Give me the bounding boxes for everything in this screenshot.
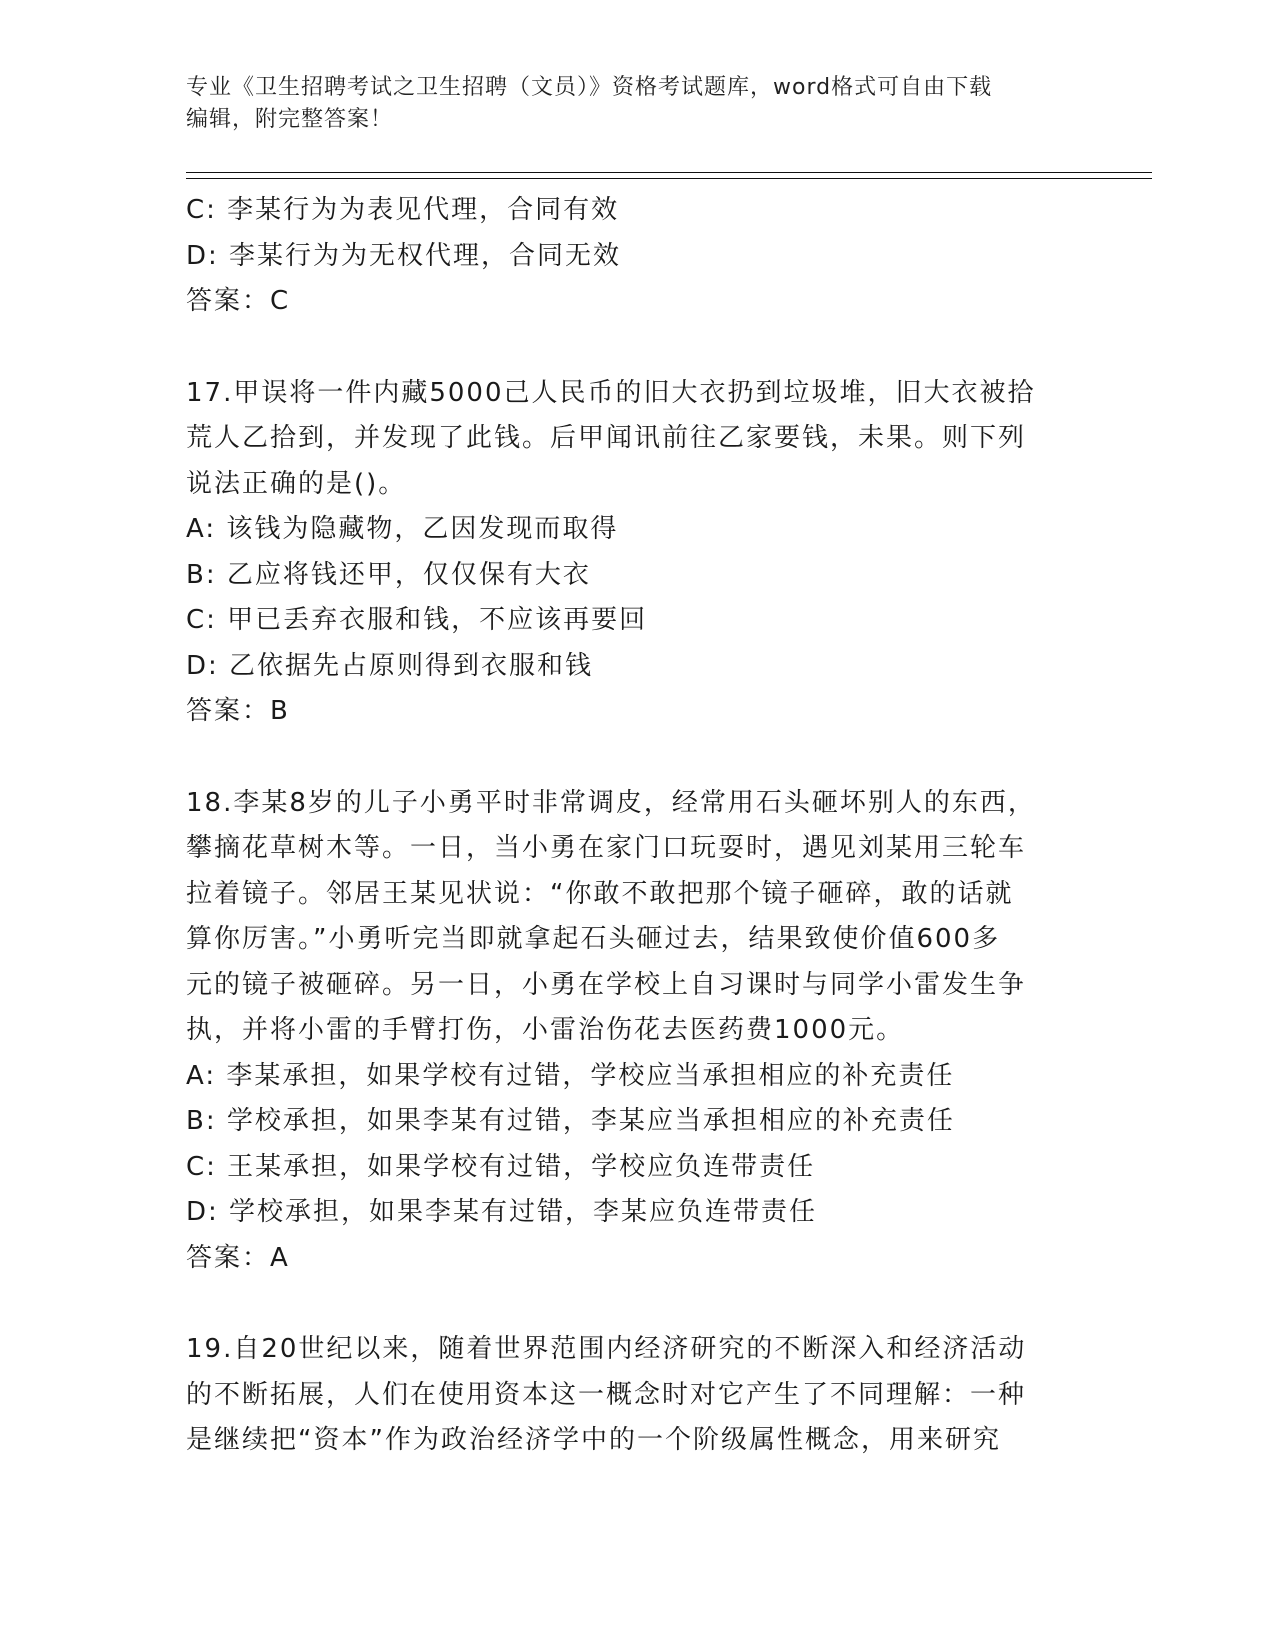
question-18 bbox=[186, 781, 1086, 1282]
question-18-option-b: B: 学校承担，如果李某有过错，李某应当承担相应的补充责任 bbox=[186, 1106, 955, 1136]
question-18-line-3: 拉着镜子。邻居王某见状说：“你敢不敢把那个镜子砸碎，敢的话就 bbox=[186, 878, 1014, 909]
question-18-line-6: 执，并将小雷的手臂打伤，小雷治伤花去医药费1000元。 bbox=[186, 1015, 905, 1045]
question-18-line-5: 元的镜子被砸碎。另一日，小勇在学校上自习课时与同学小雷发生争 bbox=[186, 969, 1027, 1000]
question-17-option-c: C: 甲已丢弃衣服和钱，不应该再要回 bbox=[186, 605, 648, 635]
document-header bbox=[186, 72, 1086, 136]
question-17-option-b: B: 乙应将钱还甲，仅仅保有大衣 bbox=[186, 559, 591, 590]
question-18-answer: 答案：A bbox=[186, 1242, 290, 1273]
question-17 bbox=[186, 371, 1086, 735]
question-17-option-d: D: 乙依据先占原则得到衣服和钱 bbox=[186, 650, 594, 681]
question-18-option-c: C: 王某承担，如果学校有过错，学校应负连带责任 bbox=[186, 1151, 816, 1182]
question-19 bbox=[186, 1327, 1086, 1464]
prev-option-d: D: 李某行为为无权代理，合同无效 bbox=[186, 240, 622, 271]
header-divider-bottom bbox=[186, 178, 1152, 179]
header-line-1: 专业《卫生招聘考试之卫生招聘（文员）》资格考试题库，word格式可自由下载 bbox=[186, 75, 993, 100]
question-18-line-1: 18.李某8岁的儿子小勇平时非常调皮，经常用石头砸坏别人的东西， bbox=[186, 787, 1036, 818]
question-18-line-4: 算你厉害。”小勇听完当即就拿起石头砸过去，结果致使价值600多 bbox=[186, 924, 1001, 954]
question-19-line-1: 19.自20世纪以来，随着世界范围内经济研究的不断深入和经济活动 bbox=[186, 1334, 1027, 1364]
question-18-option-d: D: 学校承担，如果李某有过错，李某应负连带责任 bbox=[186, 1197, 818, 1227]
prev-option-c: C: 李某行为为表见代理，合同有效 bbox=[186, 195, 620, 225]
question-17-line-2: 荒人乙拾到，并发现了此钱。后甲闻讯前往乙家要钱，未果。则下列 bbox=[186, 423, 1027, 453]
question-17-line-3: 说法正确的是()。 bbox=[186, 468, 407, 499]
question-17-answer: 答案：B bbox=[186, 696, 290, 726]
question-18-line-2: 攀摘花草树木等。一日，当小勇在家门口玩耍时，遇见刘某用三轮车 bbox=[186, 833, 1027, 863]
question-17-option-a: A: 该钱为隐藏物，乙因发现而取得 bbox=[186, 514, 619, 544]
prev-answer: 答案：C bbox=[186, 286, 291, 316]
question-content bbox=[186, 188, 1086, 1464]
header-line-2: 编辑，附完整答案！ bbox=[186, 107, 394, 132]
header-divider-top bbox=[186, 172, 1152, 173]
question-18-option-a: A: 李某承担，如果学校有过错，学校应当承担相应的补充责任 bbox=[186, 1060, 955, 1091]
question-19-line-2: 的不断拓展，人们在使用资本这一概念时对它产生了不同理解：一种 bbox=[186, 1379, 1027, 1410]
question-17-line-1: 17.甲误将一件内藏5000己人民币的旧大衣扔到垃圾堆，旧大衣被拾 bbox=[186, 377, 1036, 408]
question-19-line-3: 是继续把“资本”作为政治经济学中的一个阶级属性概念，用来研究 bbox=[186, 1425, 1001, 1455]
